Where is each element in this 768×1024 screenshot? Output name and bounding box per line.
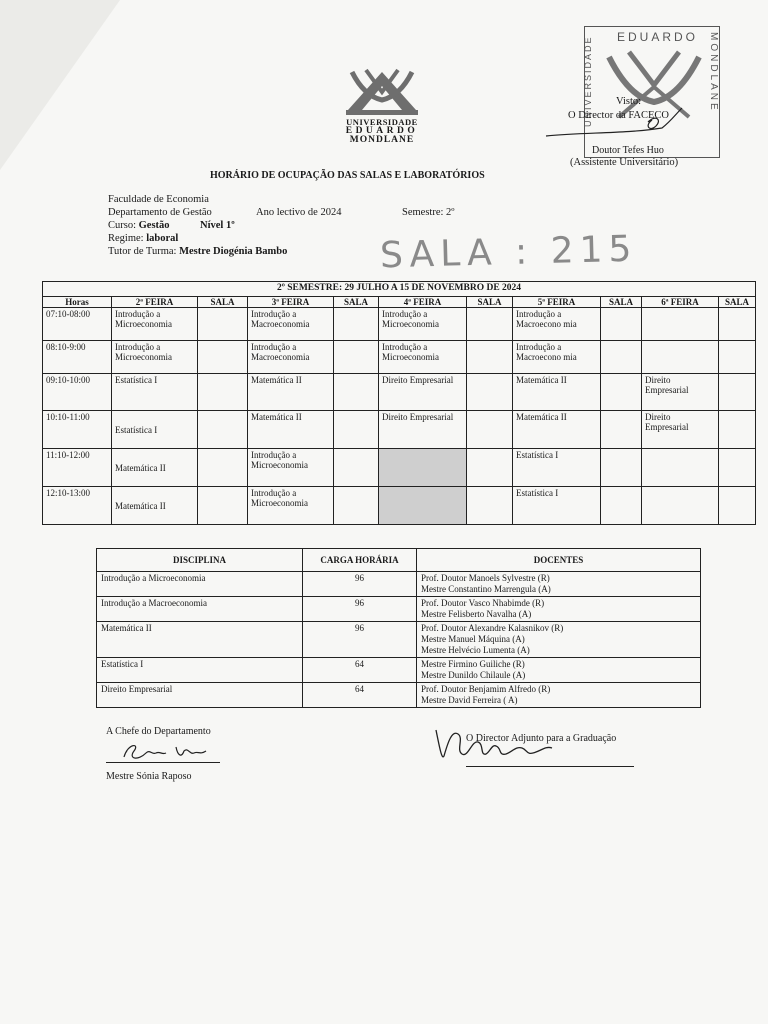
teachers-cell	[417, 683, 701, 708]
room-cell	[334, 308, 379, 341]
class-cell: Estatística I	[513, 487, 601, 525]
university-logo	[340, 66, 424, 145]
schedule-banner: 2º SEMESTRE: 29 JULHO A 15 DE NOVEMBRO DE 2024	[43, 282, 756, 297]
table-row	[43, 411, 756, 449]
unavailable-cell	[379, 449, 467, 487]
class-cell	[642, 449, 719, 487]
room-cell	[719, 411, 756, 449]
class-cell: Introdução a Microeconomia	[379, 308, 467, 341]
stamp-visto: Visto:	[616, 96, 642, 107]
room-cell	[601, 487, 642, 525]
time-cell: 11:10-12:00	[43, 449, 112, 487]
header-quinta: 5ª FEIRA	[513, 297, 601, 308]
class-cell: Introdução a Macroecono mia	[513, 308, 601, 341]
department: Departamento de Gestão	[108, 207, 212, 218]
teacher: Mestre Firmino Guiliche (R)	[421, 659, 525, 669]
header-segunda: 2ª FEIRA	[112, 297, 198, 308]
room-cell	[334, 449, 379, 487]
room-cell	[334, 374, 379, 411]
table-row	[43, 308, 756, 341]
tutor-value: Mestre Diogénia Bambo	[179, 246, 288, 257]
table-row	[97, 658, 701, 683]
academic-year: Ano lectivo de 2024	[256, 207, 342, 218]
class-cell: Introdução a Macroeconomia	[248, 341, 334, 374]
chefe-signature-line	[106, 762, 220, 763]
class-cell: Matemática II	[112, 449, 198, 487]
room-cell	[198, 341, 248, 374]
teacher: Mestre Manuel Máquina (A)	[421, 634, 525, 644]
room-cell	[198, 308, 248, 341]
room-cell	[198, 411, 248, 449]
faculty: Faculdade de Economia	[108, 194, 209, 205]
table-row	[97, 572, 701, 597]
room-cell	[334, 341, 379, 374]
class-cell: Introdução a Microeconomia	[112, 308, 198, 341]
schedule-table	[42, 281, 756, 525]
discipline-name: Introdução a Macroeconomia	[97, 597, 303, 622]
stamp-director: O Director da FACECO	[568, 110, 669, 121]
room-cell	[467, 374, 513, 411]
room-cell	[719, 308, 756, 341]
time-cell: 10:10-11:00	[43, 411, 112, 449]
folded-corner	[0, 0, 120, 170]
class-cell: Matemática II	[248, 411, 334, 449]
class-cell	[642, 308, 719, 341]
workload: 64	[303, 683, 417, 708]
room-cell	[467, 308, 513, 341]
discipline-header-row	[97, 549, 701, 572]
class-cell	[642, 487, 719, 525]
chefe-name: Mestre Sónia Raposo	[106, 771, 192, 782]
teacher: Prof. Doutor Benjamim Alfredo (R)	[421, 684, 551, 694]
room-cell	[719, 487, 756, 525]
header-disciplina: DISCIPLINA	[97, 549, 303, 572]
logo-line-2: EDUARDO	[345, 126, 419, 136]
table-row	[97, 622, 701, 658]
adjunto-signature-icon	[432, 720, 562, 770]
discipline-name: Introdução a Microeconomia	[97, 572, 303, 597]
semester: Semestre: 2º	[402, 207, 455, 218]
teachers-cell	[417, 572, 701, 597]
regime-label: Regime:	[108, 233, 147, 244]
header-sala: SALA	[601, 297, 642, 308]
class-cell: Introdução a Microeconomia	[248, 487, 334, 525]
teacher: Prof. Doutor Vasco Nhabimde (R)	[421, 598, 545, 608]
teacher: Mestre David Ferreira ( A)	[421, 695, 518, 705]
class-cell: Matemática II	[513, 374, 601, 411]
room-cell	[719, 449, 756, 487]
university-emblem-icon	[344, 66, 420, 116]
class-cell: Estatística I	[112, 411, 198, 449]
stamp-left-text: UNIVERSIDADE	[583, 35, 593, 127]
room-cell	[198, 487, 248, 525]
teacher: Mestre Helvécio Lumenta (A)	[421, 645, 530, 655]
class-cell: Estatística I	[513, 449, 601, 487]
workload: 96	[303, 572, 417, 597]
room-cell	[719, 341, 756, 374]
schedule-header-row	[43, 297, 756, 308]
header-carga: CARGA HORÁRIA	[303, 549, 417, 572]
course-value: Gestão	[138, 220, 170, 231]
room-cell	[467, 487, 513, 525]
teachers-cell	[417, 597, 701, 622]
room-cell	[601, 374, 642, 411]
regime-value: laboral	[146, 233, 179, 244]
handwritten-room: SALA : 215	[379, 228, 638, 277]
table-row	[43, 449, 756, 487]
class-cell: Introdução a Microeconomia	[112, 341, 198, 374]
room-cell	[601, 308, 642, 341]
table-row	[43, 487, 756, 525]
class-cell: Introdução a Macroeconomia	[248, 308, 334, 341]
regime	[108, 233, 178, 245]
teacher: Mestre Constantino Marrengula (A)	[421, 584, 551, 594]
workload: 96	[303, 597, 417, 622]
time-cell: 09:10-10:00	[43, 374, 112, 411]
class-cell: Matemática II	[248, 374, 334, 411]
room-cell	[719, 374, 756, 411]
time-cell: 12:10-13:00	[43, 487, 112, 525]
teacher: Mestre Felisberto Navalha (A)	[421, 609, 532, 619]
unavailable-cell	[379, 487, 467, 525]
header-terca: 3ª FEIRA	[248, 297, 334, 308]
discipline-name: Matemática II	[97, 622, 303, 658]
teacher: Mestre Dunildo Chilaule (A)	[421, 670, 526, 680]
room-cell	[601, 341, 642, 374]
logo-line-3: MONDLANE	[349, 135, 415, 145]
table-row	[43, 374, 756, 411]
document-title: HORÁRIO DE OCUPAÇÃO DAS SALAS E LABORATÓRIOS	[210, 170, 485, 181]
level: Nível 1º	[200, 220, 235, 231]
header-sala: SALA	[467, 297, 513, 308]
room-cell	[467, 449, 513, 487]
class-cell: Introdução a Microeconomia	[379, 341, 467, 374]
class-cell	[642, 341, 719, 374]
tutor	[108, 246, 287, 258]
workload: 64	[303, 658, 417, 683]
room-cell	[198, 449, 248, 487]
room-cell	[198, 374, 248, 411]
header-sexta: 6ª FEIRA	[642, 297, 719, 308]
header-docentes: DOCENTES	[417, 549, 701, 572]
table-row	[97, 683, 701, 708]
table-row	[43, 341, 756, 374]
room-cell	[334, 487, 379, 525]
teachers-cell	[417, 658, 701, 683]
class-cell: Introdução a Macroecono mia	[513, 341, 601, 374]
discipline-name: Estatística I	[97, 658, 303, 683]
room-cell	[467, 411, 513, 449]
room-cell	[601, 411, 642, 449]
tutor-label: Tutor de Turma:	[108, 246, 180, 257]
header-horas: Horas	[43, 297, 112, 308]
header-sala: SALA	[198, 297, 248, 308]
time-cell: 07:10-08:00	[43, 308, 112, 341]
discipline-table	[96, 548, 701, 708]
table-row	[97, 597, 701, 622]
teachers-cell	[417, 622, 701, 658]
stamp-signer-name: Doutor Tefes Huo	[592, 145, 664, 156]
teacher: Prof. Doutor Manoels Sylvestre (R)	[421, 573, 550, 583]
class-cell: Direito Empresarial	[379, 411, 467, 449]
time-cell: 08:10-9:00	[43, 341, 112, 374]
class-cell: Estatística I	[112, 374, 198, 411]
stamp-signer-role: (Assistente Universitário)	[570, 157, 679, 168]
adjunto-signature-line	[466, 766, 634, 767]
logo-line-1: UNIVERSIDADE	[346, 117, 418, 127]
room-cell	[467, 341, 513, 374]
header-quarta: 4ª FEIRA	[379, 297, 467, 308]
room-cell	[601, 449, 642, 487]
room-cell	[334, 411, 379, 449]
chefe-title: A Chefe do Departamento	[106, 726, 211, 737]
discipline-name: Direito Empresarial	[97, 683, 303, 708]
class-cell: Matemática II	[112, 487, 198, 525]
class-cell: Introdução a Microeconomia	[248, 449, 334, 487]
class-cell: Direito Empresarial	[642, 374, 719, 411]
adjunto-title: O Director Adjunto para a Graduação	[466, 733, 617, 744]
course	[108, 220, 170, 232]
workload: 96	[303, 622, 417, 658]
header-sala: SALA	[719, 297, 756, 308]
header-sala: SALA	[334, 297, 379, 308]
class-cell: Direito Empresarial	[642, 411, 719, 449]
stamp-top-text: EDUARDO	[617, 30, 699, 44]
class-cell: Direito Empresarial	[379, 374, 467, 411]
class-cell: Matemática II	[513, 411, 601, 449]
teacher: Prof. Doutor Alexandre Kalasnikov (R)	[421, 623, 564, 633]
course-label: Curso:	[108, 220, 139, 231]
stamp-right-text: MONDLANE	[708, 32, 719, 113]
